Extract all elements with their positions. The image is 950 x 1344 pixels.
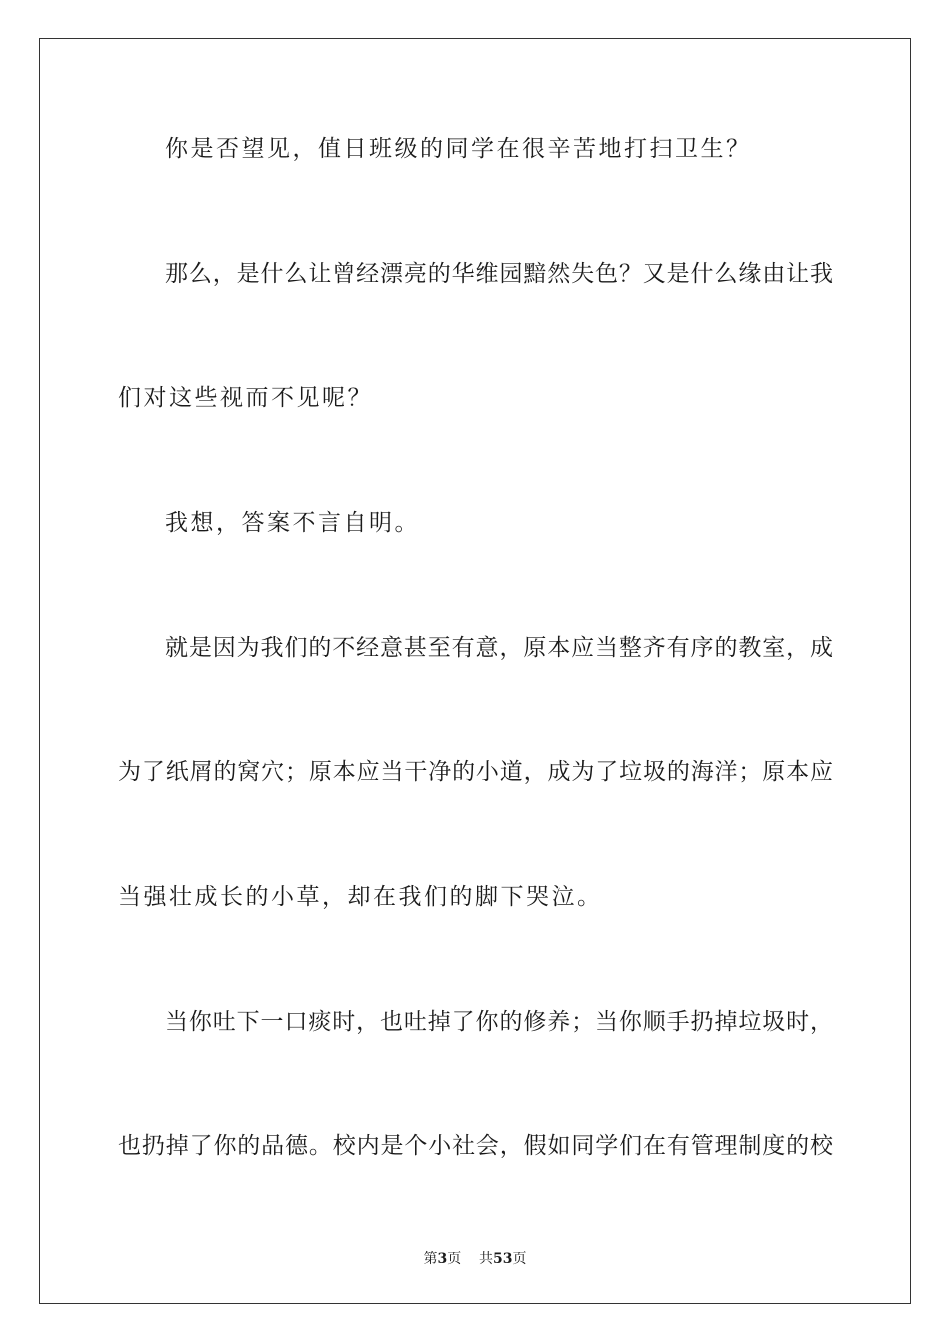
page-footer [0,1248,950,1268]
footer-page-unit: 页 [447,1251,462,1267]
footer-total-prefix: 共 [479,1251,494,1267]
page-border [39,38,911,1304]
paragraph-line-2: 那么，是什么让曾经漂亮的华维园黯然失色？又是什么缘由让我 [165,261,833,287]
footer-total-unit: 页 [512,1251,527,1267]
paragraph-line-6: 为了纸屑的窝穴；原本应当干净的小道，成为了垃圾的海洋；原本应 [118,759,833,785]
paragraph-line-4: 我想，答案不言自明。 [165,510,420,536]
paragraph-line-3: 们对这些视而不见呢？ [118,385,373,411]
footer-page-total: 53 [493,1251,513,1267]
footer-page-prefix: 第 [423,1251,438,1267]
paragraph-line-7: 当强壮成长的小草，却在我们的脚下哭泣。 [118,884,603,910]
paragraph-line-1: 你是否望见，值日班级的同学在很辛苦地打扫卫生？ [165,136,752,162]
paragraph-line-8: 当你吐下一口痰时，也吐掉了你的修养；当你顺手扔掉垃圾时， [165,1009,833,1035]
footer-page-current: 3 [437,1251,448,1267]
paragraph-line-5: 就是因为我们的不经意甚至有意，原本应当整齐有序的教室，成 [165,635,833,661]
paragraph-line-9: 也扔掉了你的品德。校内是个小社会，假如同学们在有管理制度的校 [118,1133,833,1159]
